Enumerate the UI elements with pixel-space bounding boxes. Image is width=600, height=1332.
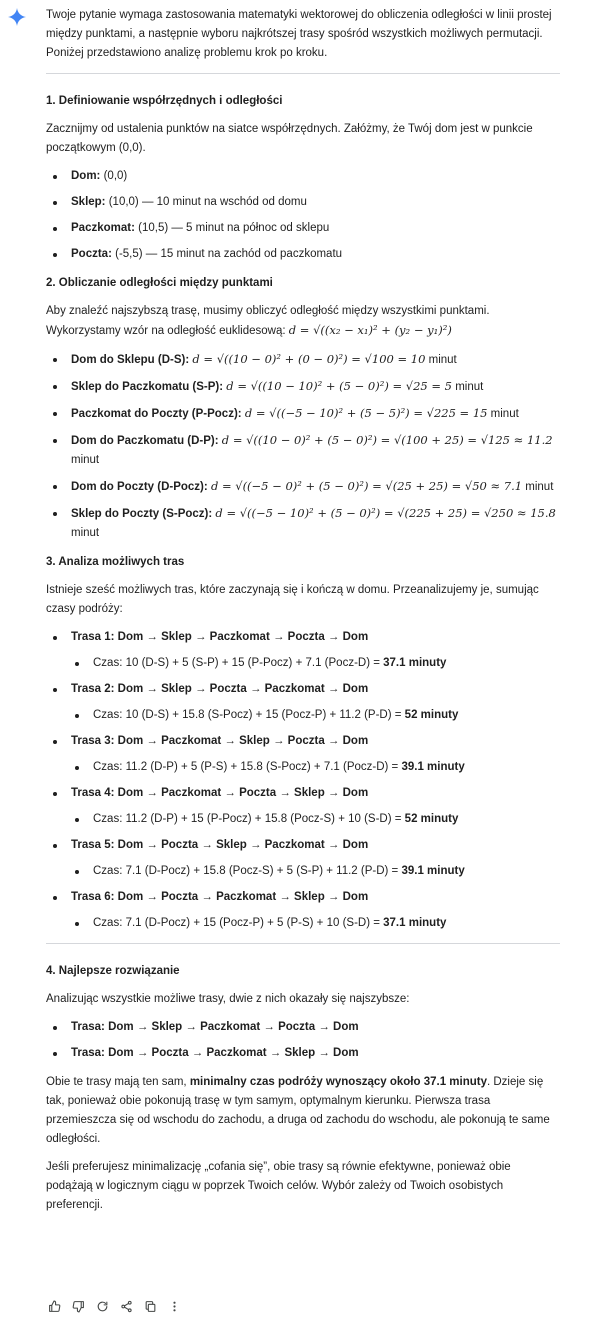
list-item: Dom do Sklepu (D-S): d = √((10 − 0)² + (0 − 0)²) = √100 = 10 minut xyxy=(46,350,560,370)
paragraph: Istnieje sześć możliwych tras, które zaczynają się i kończą w domu. Przeanalizujemy je, sumując czasy podróży: xyxy=(46,584,539,615)
section-heading: 1. Definiowanie współrzędnych i odległości xyxy=(46,95,283,107)
route-item: Trasa 6: Dom → Poczta → Paczkomat → Sklep → Dom Czas: 7.1 (D-Pocz) + 15 (Pocz-P) + 5 (P-S) + 10 (S-D) = 37.1 minuty xyxy=(46,888,560,933)
thumbs-down-icon[interactable] xyxy=(70,1298,86,1314)
distance-list xyxy=(46,350,560,543)
best-routes-list xyxy=(46,1018,560,1063)
route-item: Trasa 2: Dom → Sklep → Poczta → Paczkomat → Dom Czas: 10 (D-S) + 15.8 (S-Pocz) + 15 (Pocz-P) + 11.2 (P-D) = 52 minuty xyxy=(46,680,560,725)
share-icon[interactable] xyxy=(118,1298,134,1314)
paragraph: Aby znaleźć najszybszą trasę, musimy obliczyć odległość między wszystkimi punktami. Wykorzystamy wzór na odległość euklidesową: d = √((x₂ − x₁)² + (y₂ − y₁)²) xyxy=(46,305,490,337)
list-item: Sklep do Paczkomatu (S-P): d = √((10 − 10)² + (5 − 0)²) = √25 = 5 minut xyxy=(46,377,560,397)
section-heading: 3. Analiza możliwych tras xyxy=(46,556,185,568)
list-item: Dom do Poczty (D-Pocz): d = √((−5 − 0)² + (5 − 0)²) = √(25 + 25) = √50 ≈ 7.1 minut xyxy=(46,477,560,497)
conclusion-paragraph: Obie te trasy mają ten sam, minimalny czas podróży wynoszący około 37.1 minuty. Dzieje się tak, ponieważ obie pokonują trasę w tym samym, optymalnym kierunku. Pierwsza trasa przemieszcza się od wschodu do zachodu, a druga od zachodu do wschodu, ale pokonują te same odległości. xyxy=(46,1076,550,1145)
list-item: Poczta: (-5,5) — 15 minut na zachód od paczkomatu xyxy=(46,245,560,264)
divider xyxy=(46,943,560,944)
list-item: Trasa: Dom → Sklep → Paczkomat → Poczta → Dom xyxy=(46,1018,560,1037)
more-options-icon[interactable] xyxy=(166,1298,182,1314)
list-item: Trasa: Dom → Poczta → Paczkomat → Sklep → Dom xyxy=(46,1044,560,1063)
route-item: Trasa 4: Dom → Paczkomat → Poczta → Sklep → Dom Czas: 11.2 (D-P) + 15 (P-Pocz) + 15.8 (Pocz-S) + 10 (S-D) = 52 minuty xyxy=(46,784,560,829)
points-list xyxy=(46,167,560,264)
route-time: Czas: 7.1 (D-Pocz) + 15 (Pocz-P) + 5 (P-S) + 10 (S-D) = 37.1 minuty xyxy=(71,914,560,933)
gemini-sparkle-icon xyxy=(8,8,26,26)
section-heading: 2. Obliczanie odległości między punktami xyxy=(46,277,273,289)
list-item: Paczkomat do Poczty (P-Pocz): d = √((−5 − 10)² + (5 − 5)²) = √225 = 15 minut xyxy=(46,404,560,424)
response-content xyxy=(46,6,560,1224)
list-item: Dom do Paczkomatu (D-P): d = √((10 − 0)² + (5 − 0)²) = √(100 + 25) = √125 ≈ 11.2 minut xyxy=(46,431,560,470)
list-item: Paczkomat: (10,5) — 5 minut na północ od sklepu xyxy=(46,219,560,238)
list-item: Sklep: (10,0) — 10 minut na wschód od domu xyxy=(46,193,560,212)
regenerate-icon[interactable] xyxy=(94,1298,110,1314)
route-item: Trasa 5: Dom → Poczta → Sklep → Paczkomat → Dom Czas: 7.1 (D-Pocz) + 15.8 (Pocz-S) + 5 (S-P) + 11.2 (P-D) = 39.1 minuty xyxy=(46,836,560,881)
route-time: Czas: 11.2 (D-P) + 5 (P-S) + 15.8 (S-Pocz) + 7.1 (Pocz-D) = 39.1 minuty xyxy=(71,758,560,777)
route-time: Czas: 10 (D-S) + 5 (S-P) + 15 (P-Pocz) + 7.1 (Pocz-D) = 37.1 minuty xyxy=(71,654,560,673)
route-time: Czas: 11.2 (D-P) + 15 (P-Pocz) + 15.8 (Pocz-S) + 10 (S-D) = 52 minuty xyxy=(71,810,560,829)
route-item: Trasa 3: Dom → Paczkomat → Sklep → Poczta → Dom Czas: 11.2 (D-P) + 5 (P-S) + 15.8 (S-Pocz) + 7.1 (Pocz-D) = 39.1 minuty xyxy=(46,732,560,777)
copy-icon[interactable] xyxy=(142,1298,158,1314)
paragraph: Analizując wszystkie możliwe trasy, dwie z nich okazały się najszybsze: xyxy=(46,993,410,1005)
route-time: Czas: 7.1 (D-Pocz) + 15.8 (Pocz-S) + 5 (S-P) + 11.2 (P-D) = 39.1 minuty xyxy=(71,862,560,881)
routes-list xyxy=(46,628,560,933)
section-heading: 4. Najlepsze rozwiązanie xyxy=(46,965,180,977)
list-item: Dom: (0,0) xyxy=(46,167,560,186)
final-paragraph: Jeśli preferujesz minimalizację „cofania się”, obie trasy są równie efektywne, ponieważ obie podążają w logicznym ciągu w poprzek Twoich celów. Wybór zależy od Twoich osobistych preferencji. xyxy=(46,1161,511,1211)
route-time: Czas: 10 (D-S) + 15.8 (S-Pocz) + 15 (Pocz-P) + 11.2 (P-D) = 52 minuty xyxy=(71,706,560,725)
response-actions xyxy=(46,1298,182,1314)
thumbs-up-icon[interactable] xyxy=(46,1298,62,1314)
route-item: Trasa 1: Dom → Sklep → Paczkomat → Poczta → Dom Czas: 10 (D-S) + 5 (S-P) + 15 (P-Pocz) + 7.1 (Pocz-D) = 37.1 minuty xyxy=(46,628,560,673)
paragraph: Zacznijmy od ustalenia punktów na siatce współrzędnych. Załóżmy, że Twój dom jest w punkcie początkowym (0,0). xyxy=(46,123,533,154)
list-item: Sklep do Poczty (S-Pocz): d = √((−5 − 10)² + (5 − 0)²) = √(225 + 25) = √250 ≈ 15.8 minut xyxy=(46,504,560,543)
formula: d = √((x₂ − x₁)² + (y₂ − y₁)²) xyxy=(288,323,452,337)
divider xyxy=(46,73,560,74)
intro-paragraph: Twoje pytanie wymaga zastosowania matematyki wektorowej do obliczenia odległości w linii prostej między punktami, a następnie wyboru najkrótszej trasy spośród wszystkich możliwych permutacji. Poniżej przedstawiono analizę problemu krok po kroku. xyxy=(46,9,552,59)
